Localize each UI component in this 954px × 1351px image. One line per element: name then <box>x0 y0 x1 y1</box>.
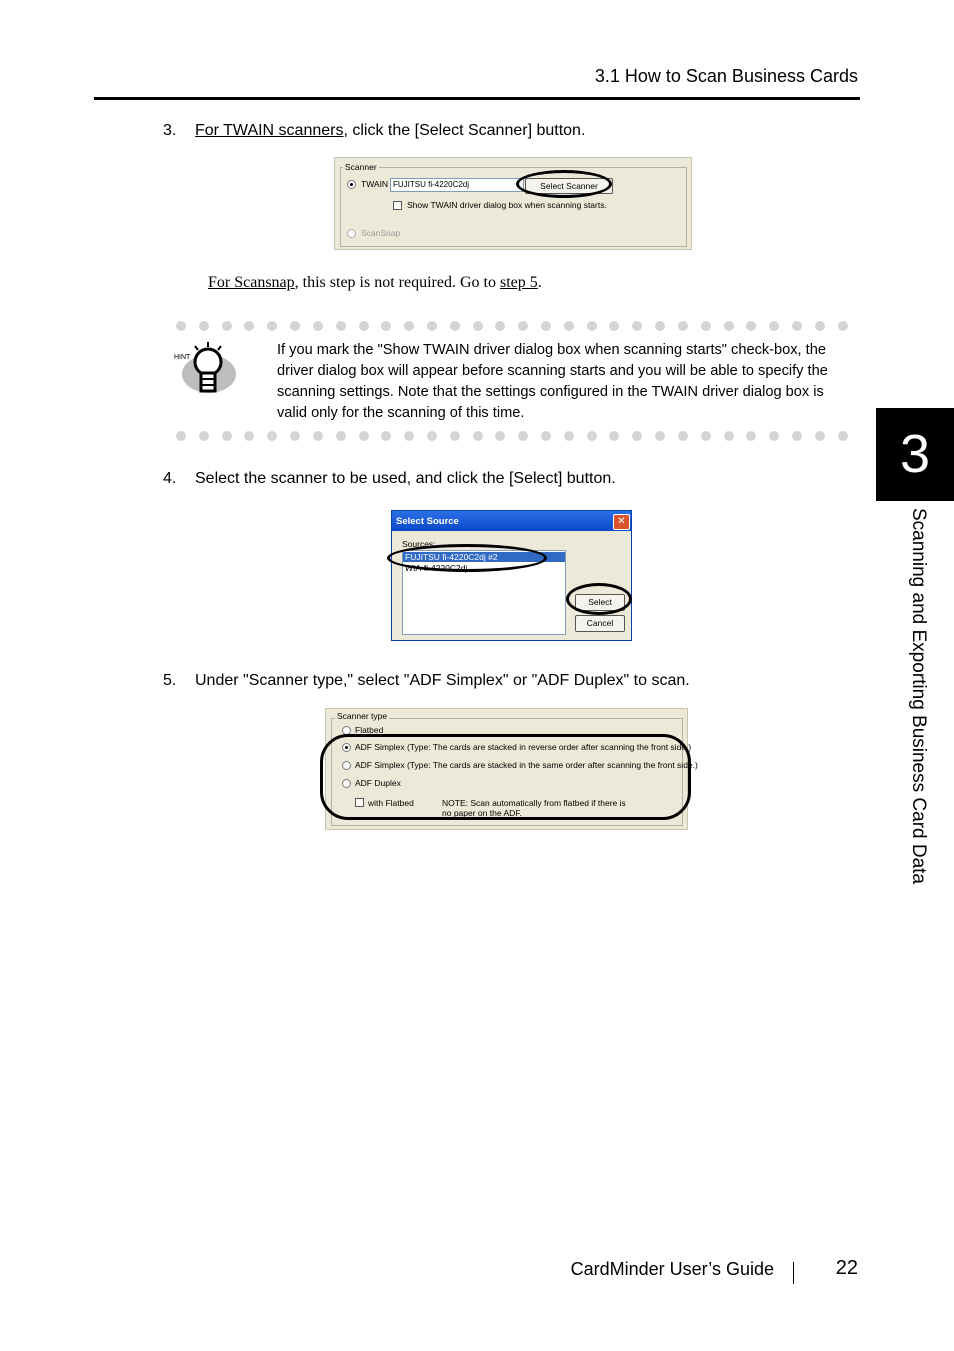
step-3-text <box>195 122 585 140</box>
step-5-text: Under "Scanner type," select "ADF Simplex" or "ADF Duplex" to scan. <box>195 672 690 689</box>
note-line-1: NOTE: Scan automatically from flatbed if there is <box>442 798 626 808</box>
source-item-selected[interactable]: FUJITSU fi-4220C2dj #2 <box>403 552 565 562</box>
hint-label: HINT <box>174 354 191 361</box>
hint-text: If you mark the "Show TWAIN driver dialog box when scanning starts" check-box, the driver dialog box will appear before scanning starts and you will be able to specify the scanning settings. Note that the settings configured in the TWAIN driver dialog box is valid only for the scanning of this time. <box>277 342 828 421</box>
step-5-number: 5. <box>163 672 177 689</box>
chapter-tab: 3 <box>876 408 954 501</box>
scanner-device-field[interactable]: FUJITSU fi-4220C2dj <box>390 178 524 192</box>
highlight-oval <box>320 734 691 820</box>
page-number: 22 <box>835 1257 858 1279</box>
highlight-oval <box>566 583 632 615</box>
chapter-title: Scanning and Exporting Business Card Data <box>908 508 929 885</box>
header-rule <box>94 97 860 100</box>
step-4-number: 4. <box>163 470 177 487</box>
select-button[interactable]: Select <box>575 594 625 611</box>
source-item[interactable]: WIA-fi-4220C2dj <box>405 563 468 573</box>
dialog-title: Select Source <box>396 516 459 527</box>
scansnap-link[interactable]: For Scansnap <box>208 274 295 291</box>
select-source-dialog <box>391 510 632 641</box>
hint-lightbulb-icon <box>173 340 239 400</box>
running-header: 3.1 How to Scan Business Cards <box>594 66 858 86</box>
scansnap-radio[interactable] <box>347 229 356 238</box>
scanner-type-label: Scanner type <box>337 711 388 721</box>
twain-scanners-link[interactable]: For TWAIN scanners <box>195 122 344 139</box>
step-4-text: Select the scanner to be used, and click the [Select] button. <box>195 470 616 487</box>
adf-duplex-label: ADF Duplex <box>355 778 401 788</box>
step5-link[interactable]: step 5 <box>499 274 538 291</box>
step-3-rest: , click the [Select Scanner] button. <box>343 122 586 139</box>
note-line-2: no paper on the ADF. <box>442 808 522 818</box>
with-flatbed-label: with Flatbed <box>368 798 414 808</box>
twain-label: TWAIN <box>361 179 389 189</box>
scansnap-note-mid: , this step is not required. Go to <box>294 274 500 291</box>
scansnap-label: ScanSnap <box>361 228 401 238</box>
footer-divider <box>793 1262 794 1284</box>
scanner-settings-screenshot <box>334 157 692 250</box>
sources-label: Sources: <box>402 539 436 549</box>
show-twain-dialog-label: Show TWAIN driver dialog box when scanning starts. <box>407 200 607 210</box>
highlight-oval <box>516 170 612 198</box>
close-icon[interactable]: ✕ <box>613 514 630 530</box>
flatbed-label: Flatbed <box>355 725 384 735</box>
scanner-group-label: Scanner <box>345 162 377 172</box>
scansnap-note-end: . <box>537 274 542 291</box>
chapter-side-title <box>905 508 929 885</box>
hint-top-dots <box>176 321 848 333</box>
footer-guide-title: CardMinder User’s Guide <box>570 1259 774 1279</box>
adf-simplex-reverse-label: ADF Simplex (Type: The cards are stacked in reverse order after scanning the front side.) <box>355 742 692 752</box>
scansnap-note <box>208 274 542 292</box>
highlight-oval <box>387 544 547 572</box>
cancel-button[interactable]: Cancel <box>575 615 625 632</box>
adf-simplex-same-label: ADF Simplex (Type: The cards are stacked in the same order after scanning the front side.) <box>355 760 698 770</box>
hint-bottom-dots <box>176 431 848 443</box>
show-twain-dialog-checkbox[interactable] <box>393 201 402 210</box>
step-3-number: 3. <box>163 122 177 139</box>
twain-radio[interactable] <box>347 180 356 189</box>
select-scanner-button[interactable]: Select Scanner <box>525 178 613 194</box>
